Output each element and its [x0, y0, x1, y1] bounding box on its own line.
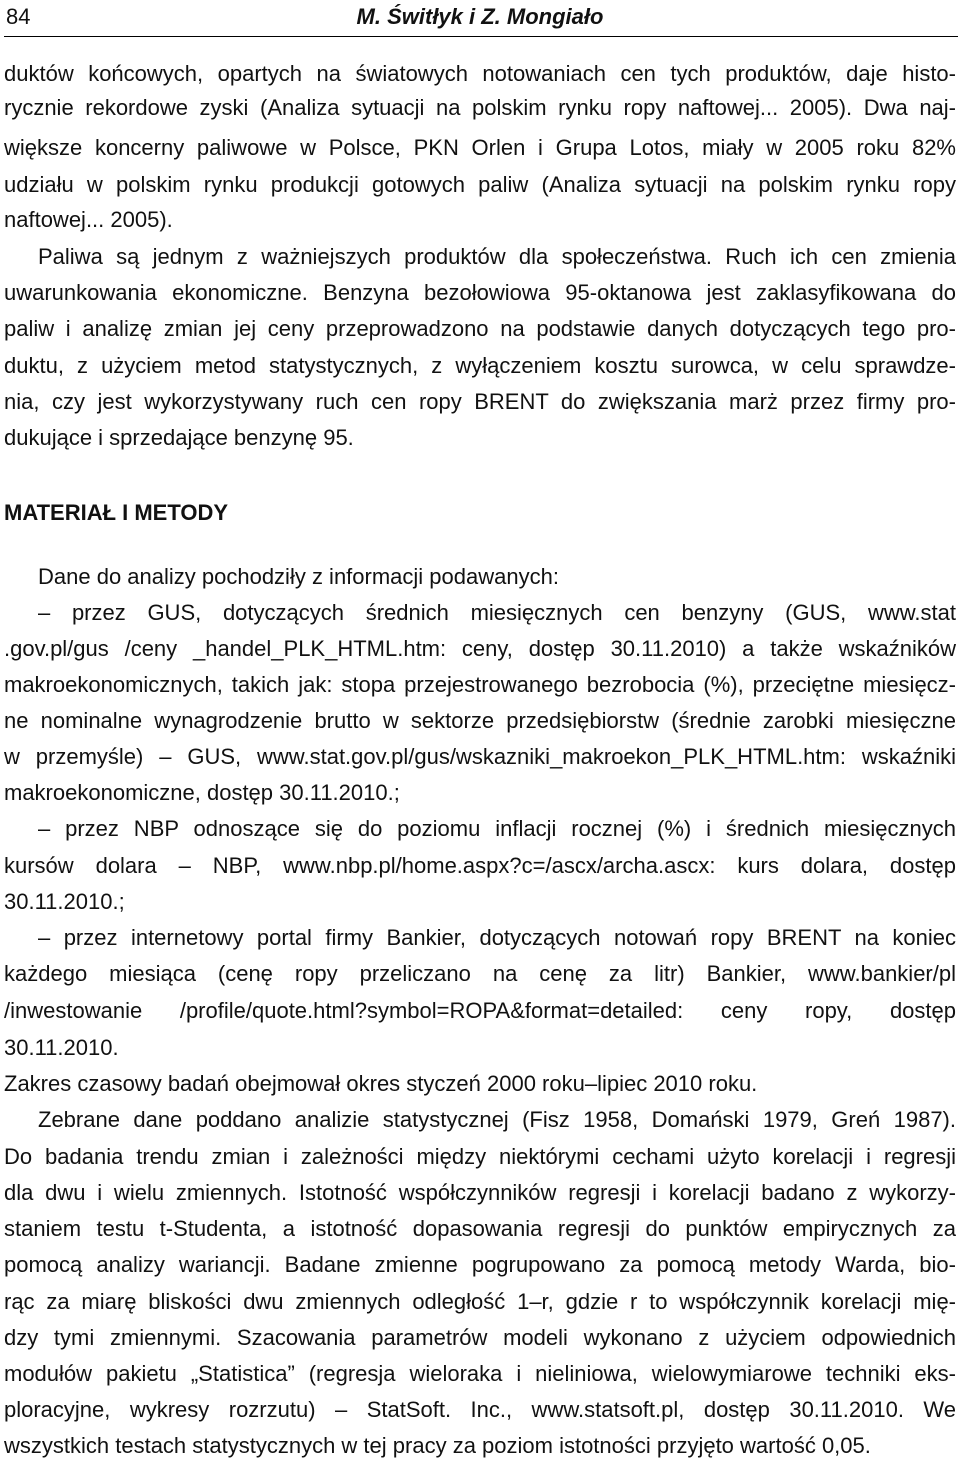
text-line: dukujące i sprzedające benzynę 95. [4, 425, 354, 450]
text-line: kursów dolara – NBP, www.nbp.pl/home.aspx?c=/ascx/archa.ascx: kurs dolara, dostęp [4, 853, 956, 878]
text-line: paliw i analizę zmian jej ceny przeprowadzono na podstawie danych dotyczących tego pro- [4, 316, 956, 341]
text-line: wszystkich testach statystycznych w tej pracy za poziom istotności przyjęto wartość 0,05. [4, 1433, 871, 1458]
list-item-line: – przez NBP odnoszące się do poziomu inflacji rocznej (%) i średnich miesięcznych [38, 816, 956, 841]
text-line: duktów końcowych, opartych na światowych notowaniach cen tych produktów, daje histo- [4, 61, 956, 86]
header-rule [4, 36, 958, 37]
text-line: dla dwu i wielu zmiennych. Istotność współczynników regresji i korelacji badano z wykorzy- [4, 1180, 956, 1205]
section-heading: MATERIAŁ I METODY [4, 500, 229, 525]
text-line: Dane do analizy pochodziły z informacji podawanych: [38, 564, 559, 589]
text-line: Zebrane dane poddano analizie statystycznej (Fisz 1958, Domański 1979, Greń 1987). [38, 1107, 956, 1132]
text-line: udziału w polskim rynku produkcji gotowych paliw (Analiza sytuacji na polskim rynku ropy [4, 172, 956, 197]
text-line: dzy tymi zmiennymi. Szacowania parametrów modeli wykonano z użyciem odpowiednich [4, 1325, 956, 1350]
text-line: nia, czy jest wykorzystywany ruch cen ropy BRENT do zwiększania marż przez firmy pro- [4, 389, 956, 414]
running-header [0, 0, 960, 36]
text-line: naftowej... 2005). [4, 207, 173, 232]
text-line: Zakres czasowy badań obejmował okres styczeń 2000 roku–lipiec 2010 roku. [4, 1071, 758, 1096]
text-line: pomocą analizy wariancji. Badane zmienne pogrupowano za pomocą metody Warda, bio- [4, 1252, 956, 1277]
text-line: makroekonomicznych, takich jak: stopa przejestrowanego bezrobocia (%), przeciętne miesięcz- [4, 672, 956, 697]
text-line: rycznie rekordowe zyski (Analiza sytuacji na polskim rynku ropy naftowej... 2005). Dwa naj- [4, 95, 956, 120]
text-line: Do badania trendu zmian i zależności między niektórymi cechami użyto korelacji i regresji [4, 1144, 956, 1169]
text-line: uwarunkowania ekonomiczne. Benzyna bezołowiowa 95-oktanowa jest zaklasyfikowana do [4, 280, 956, 305]
list-item-line: – przez internetowy portal firmy Bankier, dotyczących notowań ropy BRENT na koniec [38, 925, 956, 950]
text-line: ne nominalne wynagrodzenie brutto w sektorze przedsiębiorstw (średnie zarobki miesięczne [4, 708, 956, 733]
text-line: rąc za miarę bliskości dwu zmiennych odległość 1–r, gdzie r to współczynnik korelacji mię- [4, 1289, 956, 1314]
text-line: 30.11.2010.; [4, 889, 125, 914]
text-line: /inwestowanie /profile/quote.html?symbol=ROPA&format=detailed: ceny ropy, dostęp [4, 998, 956, 1023]
text-line: 30.11.2010. [4, 1035, 119, 1060]
text-line: .gov.pl/gus /ceny _handel_PLK_HTML.htm: ceny, dostęp 30.11.2010) a także wskaźników [4, 636, 956, 661]
text-line: ploracyjne, wykresy rozrzutu) – StatSoft. Inc., www.statsoft.pl, dostęp 30.11.2010. We [4, 1397, 956, 1422]
page-number: 84 [6, 4, 31, 29]
text-line: każdego miesiąca (cenę ropy przeliczano na cenę za litr) Bankier, www.bankier/pl [4, 961, 956, 986]
list-item-line: – przez GUS, dotyczących średnich miesięcznych cen benzyny (GUS, www.stat [38, 600, 956, 625]
text-line: duktu, z użyciem metod statystycznych, z wyłączeniem kosztu surowca, w celu sprawdze- [4, 353, 956, 378]
text-line: Paliwa są jednym z ważniejszych produktów dla społeczeństwa. Ruch ich cen zmienia [38, 244, 956, 269]
text-line: modułów pakietu „Statistica” (regresja wieloraka i nieliniowa, wielowymiarowe techniki eks- [4, 1361, 956, 1386]
text-line: większe koncerny paliwowe w Polsce, PKN Orlen i Grupa Lotos, miały w 2005 roku 82% [4, 135, 956, 160]
text-line: makroekonomiczne, dostęp 30.11.2010.; [4, 780, 400, 805]
text-line: staniem testu t-Studenta, a istotność dopasowania regresji do punktów empirycznych za [4, 1216, 956, 1241]
running-title: M. Świtłyk i Z. Mongiało [356, 4, 604, 29]
text-line: w przemyśle) – GUS, www.stat.gov.pl/gus/wskazniki_makroekon_PLK_HTML.htm: wskaźniki [4, 744, 956, 769]
